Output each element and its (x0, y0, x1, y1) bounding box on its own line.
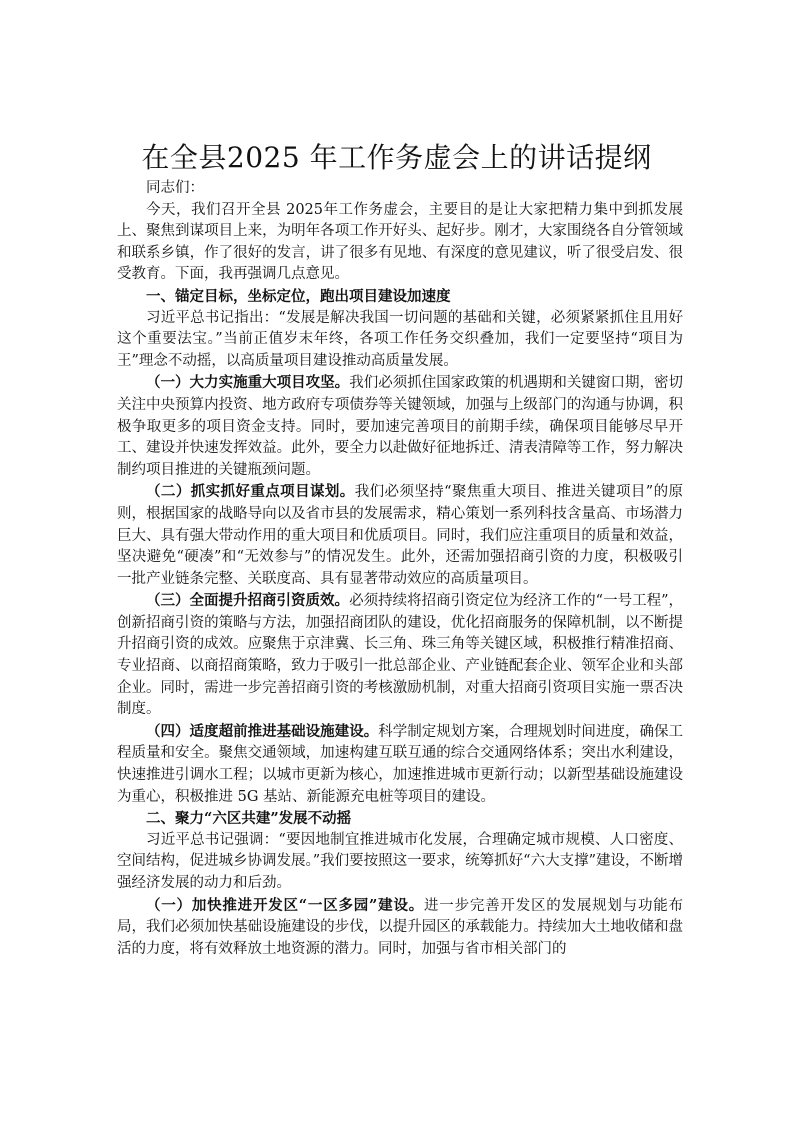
section-2-item-1 (117, 895, 683, 961)
item-text: 我们必须坚持“聚焦重大项目、推进关键项目”的原则，根据国家的战略导向以及省市县的发展需求，精心策划一系列科技含量高、市场潜力巨大、具有强大带动作用的重大项目和优质项目。同时，我们应注重项目的质量和效益，坚决避免“硬凑”和“无效参与”的情况发生。此外，还需加强招商引资的力度，积极吸引一批产业链条完整、关联度高、具有显著带动效应的高质量项目。 (117, 484, 684, 587)
section-1-quote: 习近平总书记指出：“发展是解决我国一切问题的基础和关键，必须紧紧抓住且用好这个重要法宝。”当前正值岁末年终，各项工作任务交织叠加，我们一定要坚持“项目为王”理念不动摇，以高质量项目建设推动高质量发展。 (117, 309, 683, 369)
item-text: 进一步完善开发区的发展规划与功能布局，我们必须加快基础设施建设的步伐，以提升园区的承载能力。持续加大土地收储和盘活的力度，将有效释放土地资源的潜力。同时，加强与省市相关部门的 (117, 897, 683, 957)
item-lead: （二）抓实抓好重点项目谋划。 (146, 483, 355, 501)
item-text: 我们必须抓住国家政策的机遇期和关键窗口期，密切关注中央预算内投资、地方政府专项债券等关键领域，加强与上级部门的沟通与协调，积极争取更多的项目资金支持。同时，要加速完善项目的前期手续，确保项目能够尽早开工、建设并快速发挥效益。此外，要全力以赴做好征地拆迁、清表清障等工作，努力解决制约项目推进的关键瓶颈问题。 (117, 375, 684, 478)
section-1-item-2 (117, 481, 683, 590)
greeting: 同志们： (146, 180, 204, 196)
section-2-heading: 二、聚力“六区共建”发展不动摇 (146, 810, 352, 828)
item-lead: （四）适度超前推进基础设施建设。 (146, 722, 379, 740)
section-1-heading: 一、锚定目标，坐标定位，跑出项目建设加速度 (146, 287, 451, 305)
item-lead: （一）大力实施重大项目攻坚。 (146, 374, 350, 392)
item-text: 科学制定规划方案，合理规划时间进度，确保工程质量和安全。聚焦交通领域，加速构建互联互通的综合交通网络体系；突出水利建设，快速推进引调水工程；以城市更新为核心，加速推进城市更新行动；以新型基础设施建设为重心，积极推进 5G 基站、新能源充电桩等项目的建设。 (117, 723, 684, 805)
intro-paragraph: 今天，我们召开全县 2025年工作务虚会，主要目的是让大家把精力集中到抓发展上、聚焦到谋项目上来，为明年各项工作开好头、起好步。刚才，大家围绕各自分管领域和联系乡镇，作了很好的发言，讲了很多有见地、有深度的意见建议，听了很受启发、很受教育。下面，我再强调几点意见。 (117, 201, 683, 283)
item-lead: （一）加快推进开发区“一区多园”建设。 (146, 896, 425, 914)
section-1-item-4 (117, 721, 683, 808)
section-1-item-1 (117, 372, 683, 481)
item-lead: （三）全面提升招商引资质效。 (146, 592, 350, 610)
document-title: 在全县2025 年工作务虚会上的讲话提纲 (141, 141, 652, 174)
section-1-item-3 (117, 590, 683, 721)
document-body (117, 178, 683, 960)
item-text: 必须持续将招商引资定位为经济工作的“一号工程”，创新招商引资的策略与方法，加强招商团队的建设，优化招商服务的保障机制，以不断提升招商引资的成效。应聚焦于京津冀、长三角、珠三角等关键区域，积极推行精准招商、专业招商、以商招商策略，致力于吸引一批总部企业、产业链配套企业、领军企业和头部企业。同时，需进一步完善招商引资的考核激励机制，对重大招商引资项目实施一票否决制度。 (117, 593, 684, 718)
section-2-quote: 习近平总书记强调：“要因地制宜推进城市化发展，合理确定城市规模、人口密度、空间结构，促进城乡协调发展。”我们要按照这一要求，统筹抓好“六大支撑”建设，不断增强经济发展的动力和后劲。 (117, 831, 683, 891)
